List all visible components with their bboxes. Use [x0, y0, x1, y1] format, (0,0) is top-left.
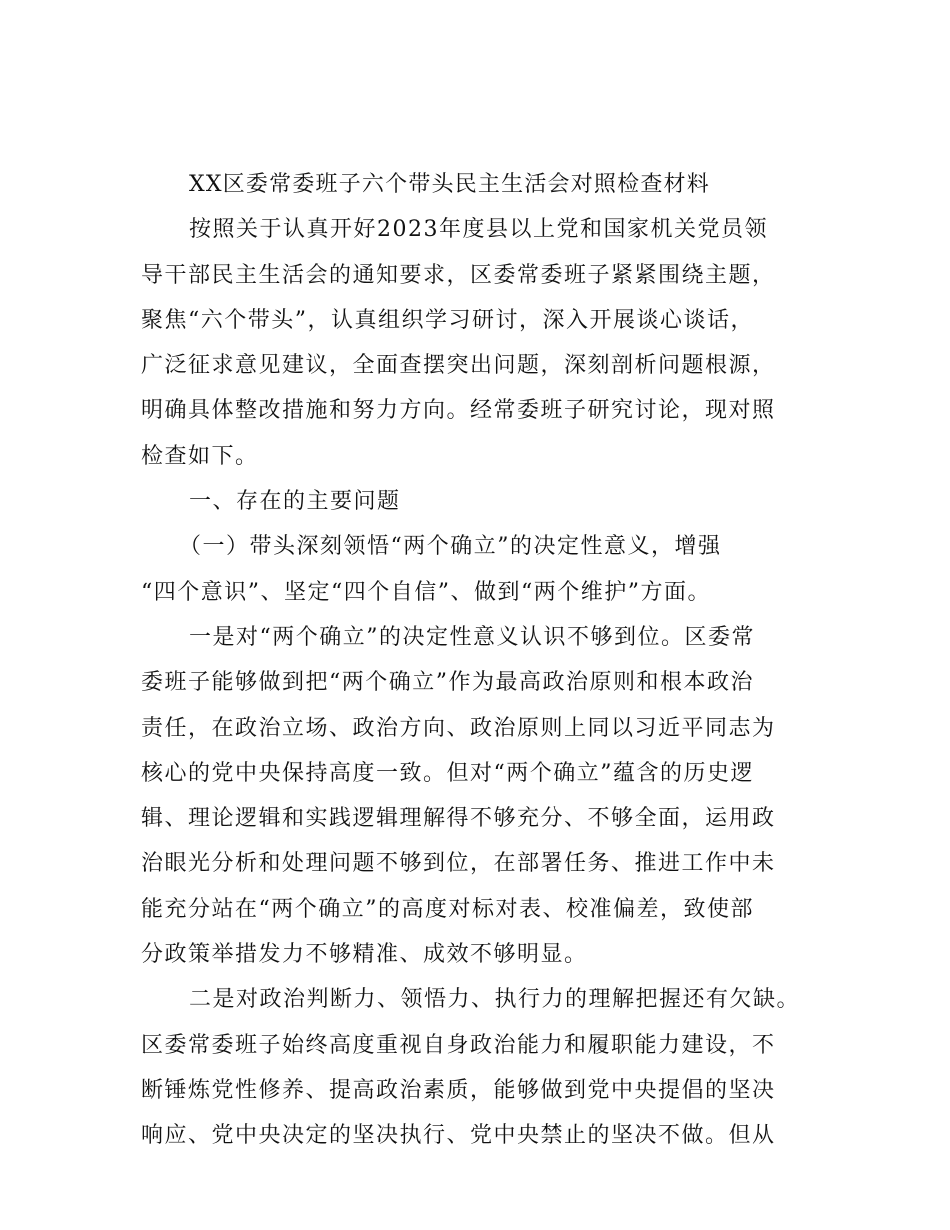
paragraph-line: 能充分站在“两个确立”的高度对标对表、校准偏差，致使部 — [141, 896, 754, 922]
paragraph-line: 断锤炼党性修养、提高政治素质，能够做到党中央提倡的坚决 — [141, 1077, 776, 1103]
paragraph-line: 委班子能够做到把“两个确立”作为最高政治原则和根本政治 — [141, 670, 754, 696]
subsection-heading-continued: “四个意识”、坚定“四个自信”、做到“两个维护”方面。 — [141, 579, 711, 605]
paragraph-line: 导干部民主生活会的通知要求，区委常委班子紧紧围绕主题， — [141, 262, 776, 288]
paragraph-line: 分政策举措发力不够精准、成效不够明显。 — [141, 942, 588, 968]
subsection-heading: （一）带头深刻领悟“两个确立”的决定性意义，增强 — [179, 534, 722, 560]
document-body — [141, 162, 831, 1159]
paragraph-line: 治眼光分析和处理问题不够到位，在部署任务、推进工作中未 — [141, 851, 776, 877]
paragraph-line: 区委常委班子始终高度重视自身政治能力和履职能力建设，不 — [141, 1032, 776, 1058]
paragraph-line: 广泛征求意见建议，全面查摆突出问题，深刻剖析问题根源， — [141, 353, 776, 379]
paragraph-line: 按照关于认真开好2023年度县以上党和国家机关党员领 — [189, 217, 768, 243]
paragraph-line: 检查如下。 — [141, 443, 259, 469]
paragraph-line: 二是对政治判断力、领悟力、执行力的理解把握还有欠缺。 — [189, 987, 801, 1013]
paragraph-line: 核心的党中央保持高度一致。但对“两个确立”蕴含的历史逻 — [141, 760, 754, 786]
paragraph-line: 明确具体整改措施和努力方向。经常委班子研究讨论，现对照 — [141, 398, 776, 424]
paragraph-line: 责任，在政治立场、政治方向、政治原则上同以习近平同志为 — [141, 715, 776, 741]
paragraph-line: 辑、理论逻辑和实践逻辑理解得不够充分、不够全面，运用政 — [141, 806, 776, 832]
paragraph-line: 聚焦“六个带头”，认真组织学习研讨，深入开展谈心谈话， — [141, 307, 754, 333]
document-title: XX区委常委班子六个带头民主生活会对照检查材料 — [189, 172, 710, 197]
paragraph-line: 响应、党中央决定的坚决执行、党中央禁止的坚决不做。但从 — [141, 1123, 776, 1149]
paragraph-line: 一是对“两个确立”的决定性意义认识不够到位。区委常 — [189, 624, 755, 650]
section-heading: 一、存在的主要问题 — [189, 489, 401, 515]
